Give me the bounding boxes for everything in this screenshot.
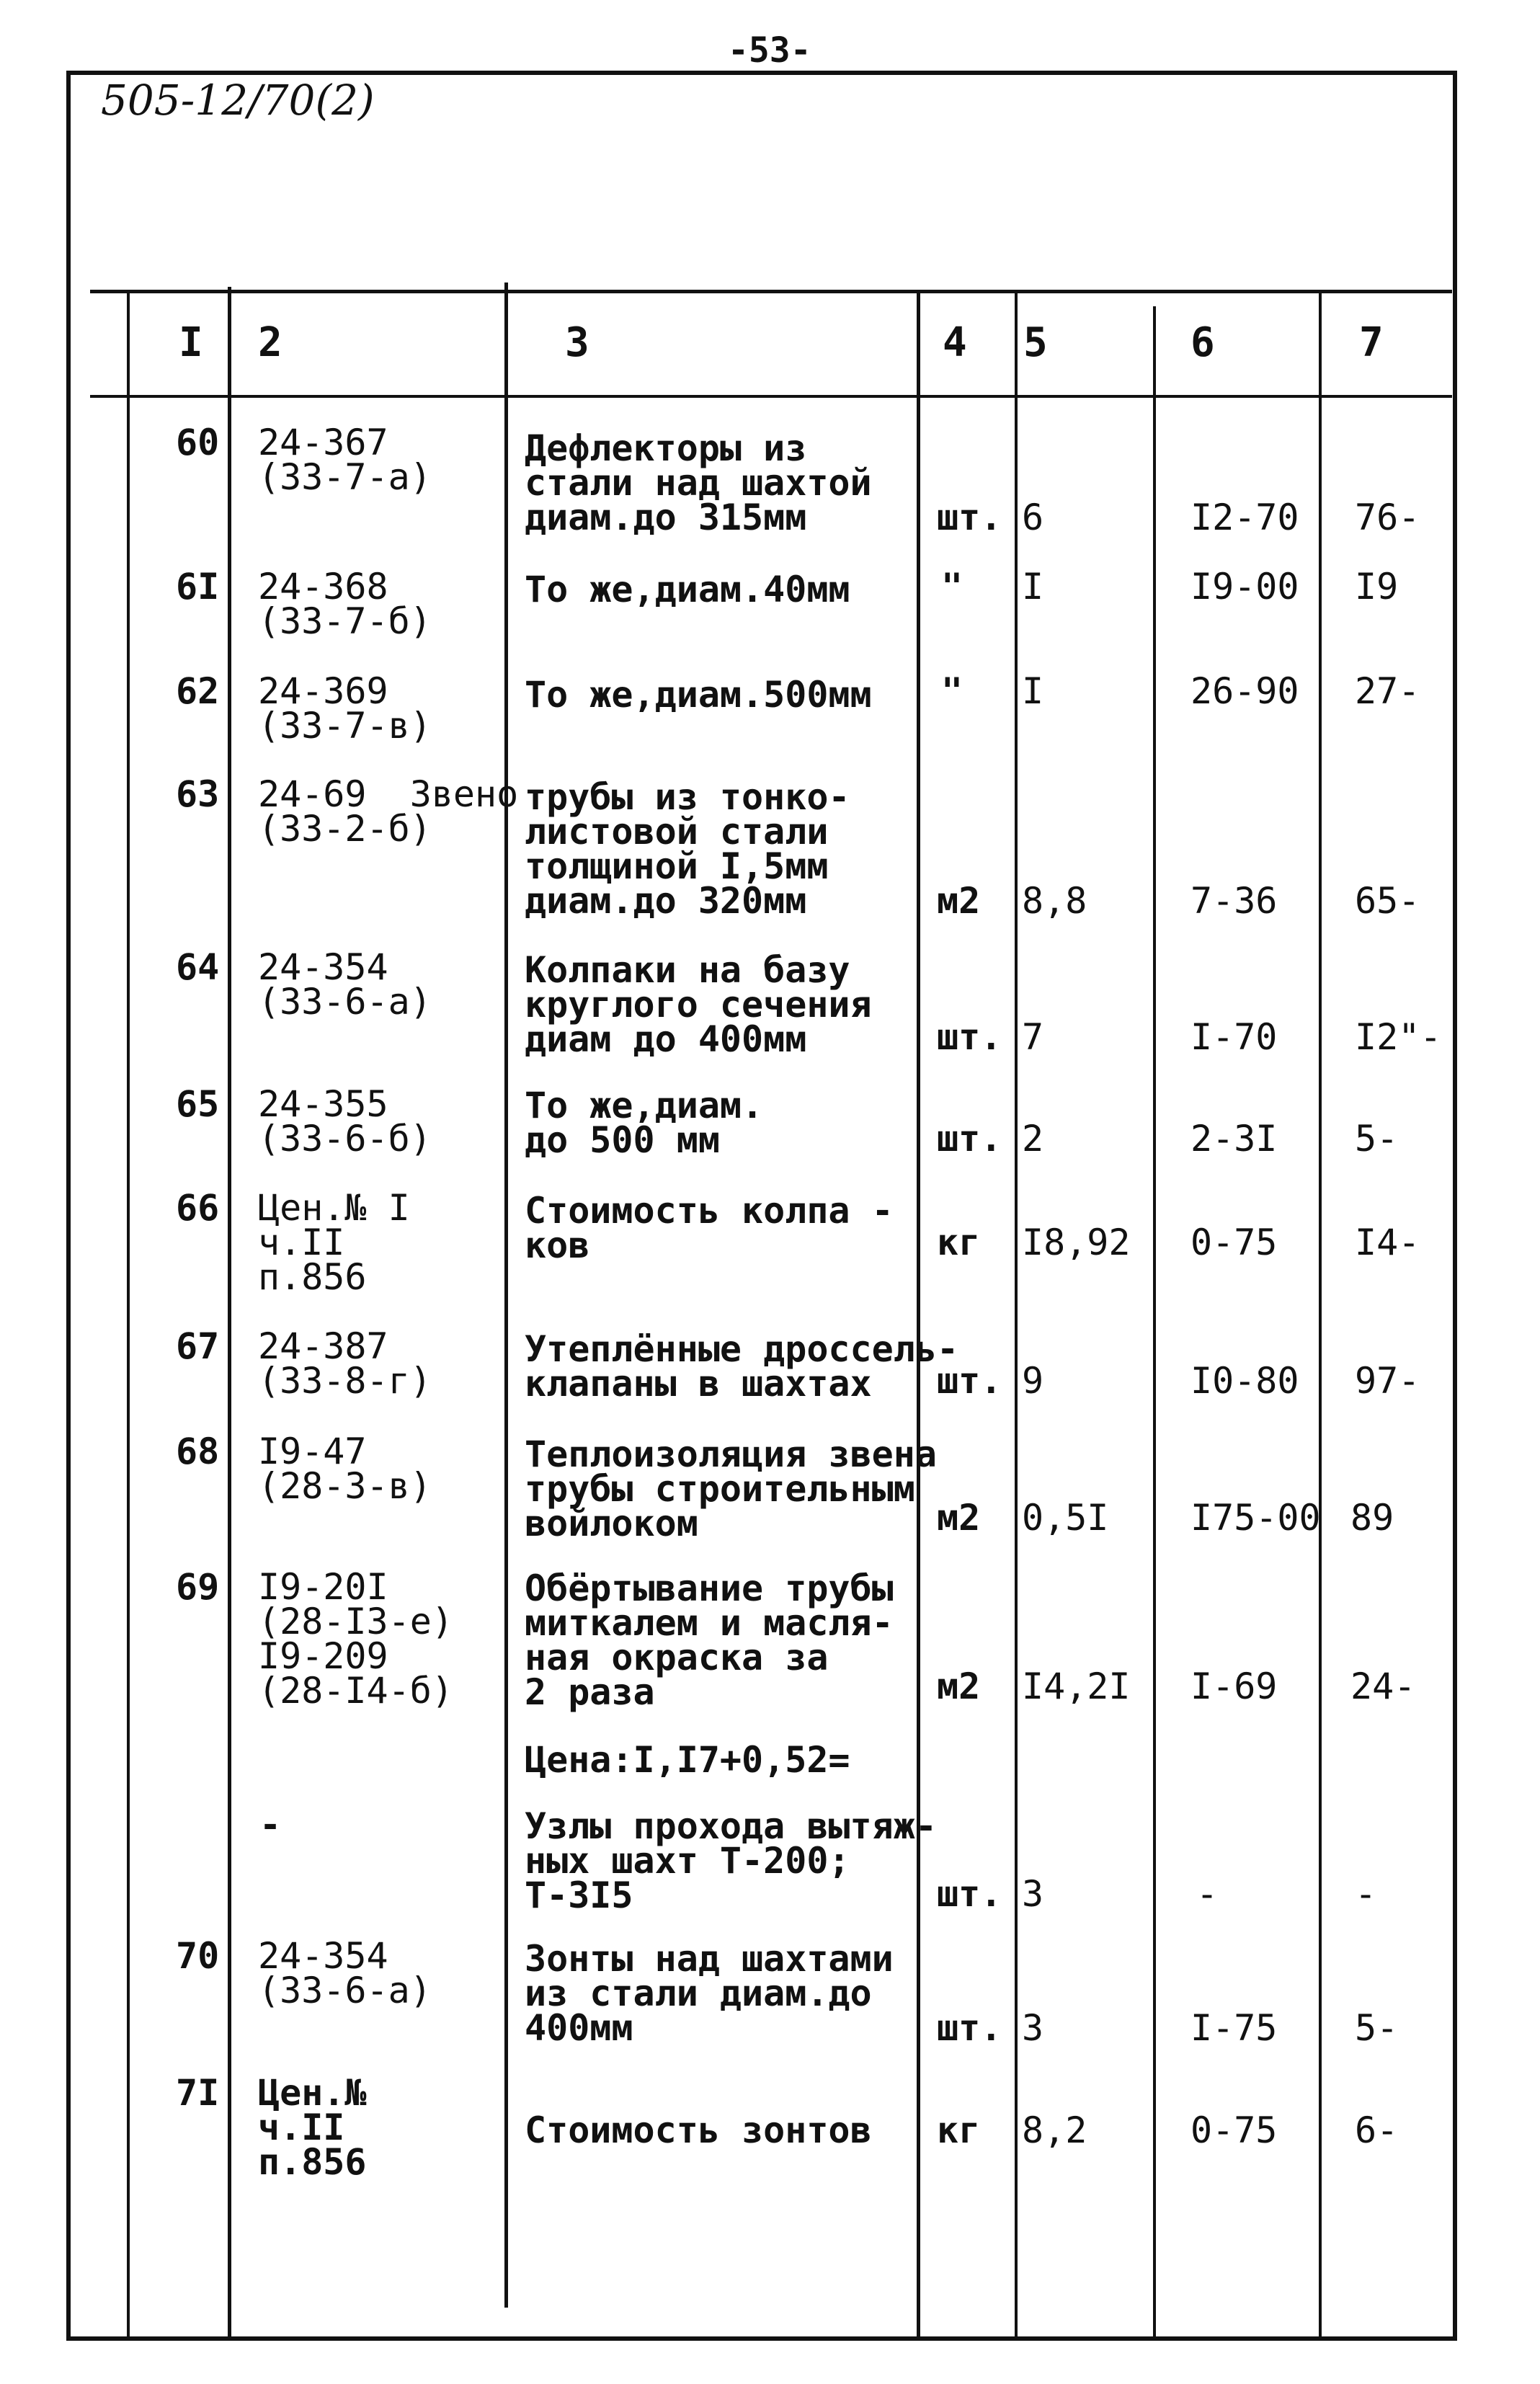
price-note: Цена:I,I7+0,52= — [525, 1739, 850, 1781]
row-total: 6- — [1355, 2109, 1399, 2151]
row-price: 7-36 — [1190, 880, 1278, 922]
frame-bottom — [66, 2336, 1457, 2341]
row-total: I9 — [1355, 566, 1399, 608]
row-number: 6I — [176, 566, 220, 608]
row-code: 24-387 (33-8-г) — [258, 1325, 432, 1402]
row-unit: шт. — [937, 1360, 1002, 1402]
row-total: 89 — [1350, 1497, 1394, 1539]
row-number: 70 — [176, 1935, 220, 1977]
row-code: 24-69 Звено (33-2-б) — [258, 773, 519, 850]
row-quantity: I4,2I — [1022, 1665, 1131, 1707]
frame-left — [66, 71, 71, 2341]
row-description: трубы из тонко- листовой стали толщиной I,5мм диам.до 320мм — [525, 776, 850, 922]
row-quantity: 2 — [1022, 1118, 1044, 1160]
header-rule-bottom — [90, 395, 1452, 398]
row-price: I-70 — [1190, 1016, 1278, 1058]
row-number: 60 — [176, 422, 220, 463]
page-number: -53- — [728, 30, 811, 71]
row-number: 64 — [176, 946, 220, 988]
row-unit: м2 — [937, 1665, 981, 1707]
row-code: Цен.№ ч.II п.856 — [258, 2072, 367, 2183]
header-col-5: 5 — [1023, 319, 1048, 366]
row-description: То же,диам.40мм — [525, 569, 850, 610]
doc-code: 505-12/70(2) — [101, 76, 375, 125]
row-unit: м2 — [937, 880, 981, 922]
row-total: 76- — [1355, 497, 1420, 538]
row-unit: м2 — [937, 1497, 981, 1539]
row-quantity: 8,2 — [1022, 2109, 1087, 2151]
row-code: Цен.№ I ч.II п.856 — [258, 1187, 410, 1298]
row-price: 0-75 — [1190, 2109, 1278, 2151]
row-unit: шт. — [937, 2007, 1002, 2049]
row-code: 24-354 (33-6-а) — [258, 946, 432, 1023]
header-rule-top — [90, 290, 1452, 293]
row-quantity: I8,92 — [1022, 1222, 1131, 1263]
row-quantity: 3 — [1022, 1873, 1044, 1915]
row-code: 24-368 (33-7-б) — [258, 566, 432, 642]
row-number: 7I — [176, 2072, 220, 2114]
row-price: I-75 — [1190, 2007, 1278, 2049]
row-price: I0-80 — [1190, 1360, 1299, 1402]
row-quantity: 9 — [1022, 1360, 1044, 1402]
row-description: Стоимость зонтов — [525, 2109, 872, 2151]
col-line-b — [228, 287, 231, 2336]
row-code: 24-355 (33-6-б) — [258, 1083, 432, 1160]
row-code: 24-354 (33-6-а) — [258, 1935, 432, 2011]
row-price: 0-75 — [1190, 1222, 1278, 1263]
col-line-f — [1153, 306, 1156, 2336]
row-unit: шт. — [937, 497, 1002, 538]
row-price: 26-90 — [1190, 670, 1299, 712]
col-line-d — [917, 290, 920, 2336]
row-number: 62 — [176, 670, 220, 712]
row-unit: кг — [937, 2109, 981, 2151]
row-price: I2-70 — [1190, 497, 1299, 538]
row-quantity: I — [1022, 670, 1044, 712]
row-description: Утеплённые дроссель- клапаны в шахтах — [525, 1328, 959, 1405]
row-number: 68 — [176, 1431, 220, 1472]
row-unit: шт. — [937, 1118, 1002, 1160]
header-col-4: 4 — [943, 319, 967, 366]
frame-top — [66, 71, 1457, 75]
row-code: - — [259, 1804, 282, 1846]
row-total: 5- — [1355, 1118, 1399, 1160]
frame-right — [1453, 71, 1457, 2341]
row-price: - — [1196, 1873, 1219, 1915]
row-total: 24- — [1350, 1665, 1416, 1707]
row-total: 65- — [1355, 880, 1420, 922]
row-quantity: 6 — [1022, 497, 1044, 538]
row-description: Обёртывание трубы миткалем и масля- ная окраска за 2 раза — [525, 1567, 894, 1713]
row-number: 66 — [176, 1187, 220, 1229]
row-total: I2"- — [1355, 1016, 1442, 1058]
row-price: I75-00 — [1190, 1497, 1321, 1539]
row-number: 65 — [176, 1083, 220, 1125]
row-code: I9-20I (28-I3-е) I9-209 (28-I4-б) — [258, 1566, 453, 1712]
row-total: 97- — [1355, 1360, 1420, 1402]
col-line-a — [127, 290, 130, 2336]
row-description: Стоимость колпа - ков — [525, 1190, 894, 1266]
row-price: I-69 — [1190, 1665, 1278, 1707]
row-code: I9-47 (28-3-в) — [258, 1431, 432, 1507]
row-number: 67 — [176, 1325, 220, 1367]
row-unit: " — [941, 566, 963, 608]
row-description: То же,диам. до 500 мм — [525, 1085, 764, 1161]
header-col-7: 7 — [1359, 319, 1384, 366]
row-description: Теплоизоляция звена трубы строительным войлоком — [525, 1433, 937, 1544]
row-quantity: 8,8 — [1022, 880, 1087, 922]
row-total: 27- — [1355, 670, 1420, 712]
row-description: Зонты над шахтами из стали диам.до 400мм — [525, 1938, 894, 2049]
col-line-e — [1015, 290, 1018, 2336]
row-total: I4- — [1355, 1222, 1420, 1263]
col-line-c — [504, 283, 508, 2308]
row-number: 63 — [176, 773, 220, 815]
header-col-6: 6 — [1190, 319, 1215, 366]
row-unit: " — [941, 670, 963, 712]
col-line-g — [1319, 290, 1322, 2336]
row-unit: шт. — [937, 1016, 1002, 1058]
row-description: Узлы прохода вытяж- ных шахт Т-200; Т-3I5 — [525, 1805, 937, 1916]
row-description: Дефлекторы из стали над шахтой диам.до 315мм — [525, 427, 872, 538]
row-code: 24-369 (33-7-в) — [258, 670, 432, 747]
row-description: Колпаки на базу круглого сечения диам до 400мм — [525, 949, 872, 1060]
header-col-3: 3 — [565, 319, 589, 366]
row-price: I9-00 — [1190, 566, 1299, 608]
row-number: 69 — [176, 1566, 220, 1608]
header-col-1: I — [179, 319, 203, 366]
row-unit: шт. — [937, 1873, 1002, 1915]
row-quantity: 3 — [1022, 2007, 1044, 2049]
row-quantity: 7 — [1022, 1016, 1044, 1058]
row-description: То же,диам.500мм — [525, 674, 872, 716]
row-code: 24-367 (33-7-а) — [258, 422, 432, 498]
row-total: - — [1355, 1873, 1377, 1915]
row-quantity: I — [1022, 566, 1044, 608]
row-quantity: 0,5I — [1022, 1497, 1109, 1539]
row-price: 2-3I — [1190, 1118, 1278, 1160]
row-unit: кг — [937, 1222, 981, 1263]
row-total: 5- — [1355, 2007, 1399, 2049]
header-col-2: 2 — [258, 319, 282, 366]
